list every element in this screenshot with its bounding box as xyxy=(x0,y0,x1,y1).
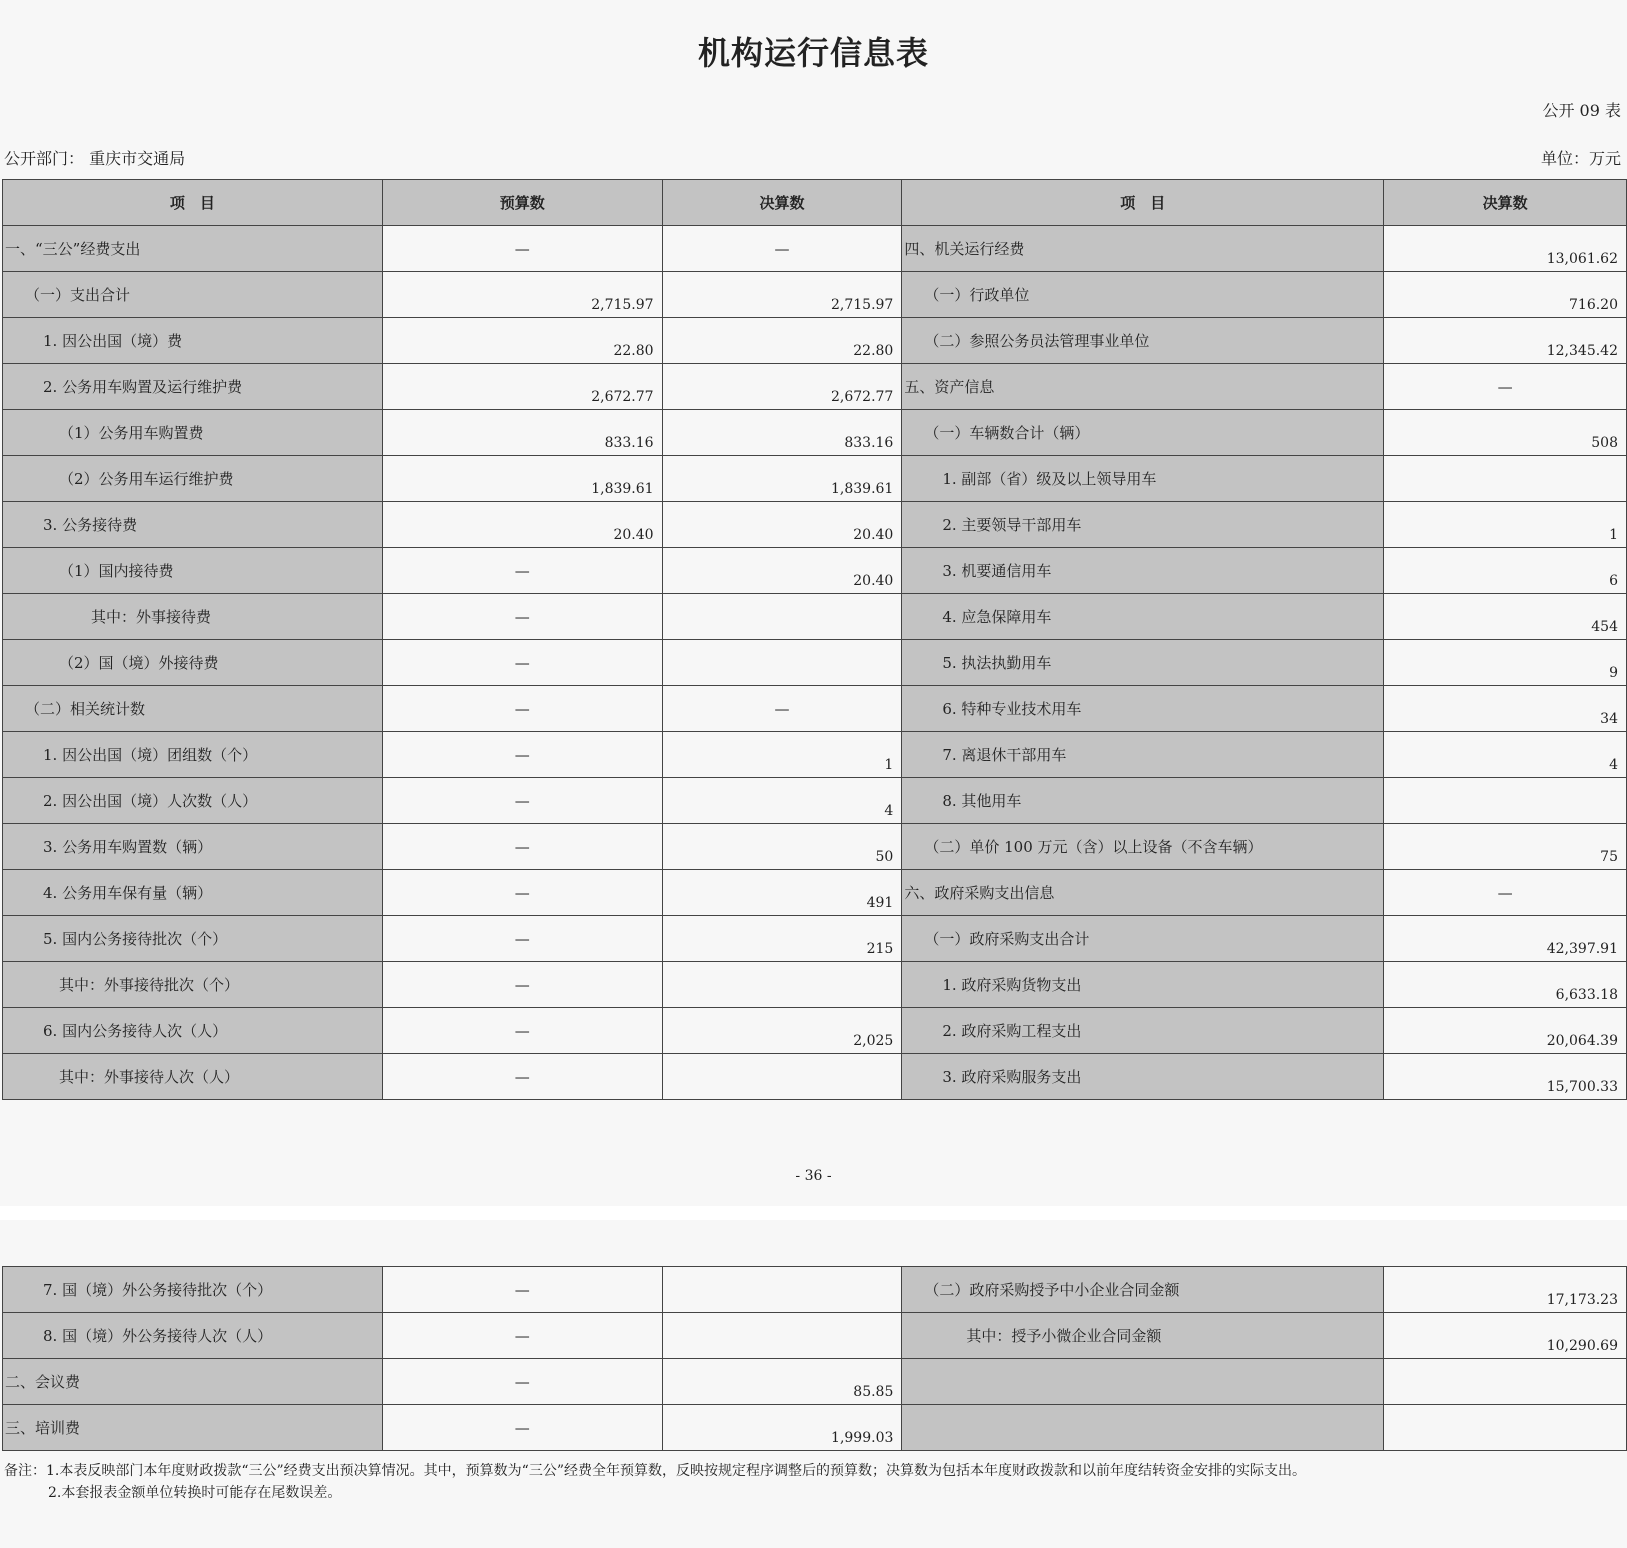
cell-final-value: 2,025 xyxy=(853,1033,894,1049)
cell-budget-value: 1,839.61 xyxy=(591,481,654,497)
item-label: 3. 公务用车购置数（辆） xyxy=(43,837,213,856)
cell-final-right xyxy=(1384,1405,1627,1451)
cell-final xyxy=(662,732,902,778)
table-row xyxy=(3,502,1627,548)
table-header xyxy=(3,180,1627,226)
table-row xyxy=(3,824,1627,870)
info-table xyxy=(2,179,1627,1100)
cell-item-right xyxy=(902,824,1384,870)
table-row xyxy=(3,1313,1627,1359)
cell-budget xyxy=(382,1313,662,1359)
cell-item-right xyxy=(902,732,1384,778)
cell-final-value: 833.16 xyxy=(844,435,894,451)
cell-item-right xyxy=(902,272,1384,318)
cell-final xyxy=(662,916,902,962)
table-row xyxy=(3,870,1627,916)
cell-item xyxy=(3,824,383,870)
cell-item xyxy=(3,870,383,916)
table-row xyxy=(3,318,1627,364)
cell-budget xyxy=(382,594,662,640)
cell-budget xyxy=(382,410,662,456)
cell-final-right-value: 716.20 xyxy=(1569,297,1618,313)
cell-final xyxy=(662,456,902,502)
cell-final-right xyxy=(1384,226,1627,272)
cell-item-right xyxy=(902,1405,1384,1451)
table-row xyxy=(3,1267,1627,1313)
cell-final-right-value: — xyxy=(1497,377,1513,396)
cell-final xyxy=(662,502,902,548)
cell-final xyxy=(662,1267,902,1313)
table-row xyxy=(3,732,1627,778)
cell-budget-value: 2,672.77 xyxy=(591,389,654,405)
cell-item-right xyxy=(902,1313,1384,1359)
table-row xyxy=(3,594,1627,640)
cell-budget-value: 22.80 xyxy=(613,343,654,359)
cell-final-value: — xyxy=(774,699,790,718)
item-right-label: 5. 执法执勤用车 xyxy=(942,653,1052,672)
cell-budget xyxy=(382,364,662,410)
header-final: 决算数 xyxy=(662,180,902,226)
item-right-label: （一）行政单位 xyxy=(924,285,1030,304)
cell-item xyxy=(3,962,383,1008)
cell-budget-value: — xyxy=(514,239,530,258)
cell-budget-value: 20.40 xyxy=(613,527,654,543)
note-line-1: 备注：1.本表反映部门本年度财政拨款“三公”经费支出预决算情况。其中，预算数为“三公”经费全年预算数，反映按规定程序调整后的预算数；决算数为包括本年度财政拨款和以前年度结转资金安排的实际支出。 xyxy=(4,1463,1306,1479)
item-right-label: 6. 特种专业技术用车 xyxy=(942,699,1082,718)
cell-item-right xyxy=(902,226,1384,272)
cell-final-right xyxy=(1384,410,1627,456)
cell-budget-value: — xyxy=(514,929,530,948)
cell-budget xyxy=(382,1405,662,1451)
cell-budget-value: 833.16 xyxy=(604,435,654,451)
item-label: 1. 因公出国（境）团组数（个） xyxy=(43,745,258,764)
cell-budget xyxy=(382,502,662,548)
item-right-label: 六、政府采购支出信息 xyxy=(904,883,1055,902)
cell-budget xyxy=(382,1008,662,1054)
cell-budget xyxy=(382,548,662,594)
cell-final-right-value: 6,633.18 xyxy=(1555,987,1618,1003)
cell-item xyxy=(3,594,383,640)
cell-budget-value: — xyxy=(514,1326,530,1345)
cell-final-value xyxy=(663,681,902,685)
cell-budget xyxy=(382,1267,662,1313)
table-row xyxy=(3,962,1627,1008)
cell-item-right xyxy=(902,916,1384,962)
cell-final-right-value: 454 xyxy=(1591,619,1618,635)
cell-final-value: 1,999.03 xyxy=(831,1430,894,1446)
item-label: 8. 国（境）外公务接待人次（人） xyxy=(43,1326,273,1345)
cell-final-right xyxy=(1384,778,1627,824)
cell-final xyxy=(662,318,902,364)
cell-final xyxy=(662,962,902,1008)
cell-final xyxy=(662,640,902,686)
item-right-label: 2. 政府采购工程支出 xyxy=(942,1021,1082,1040)
page-break xyxy=(0,1206,1627,1220)
cell-item-right xyxy=(902,1054,1384,1100)
cell-item-right xyxy=(902,548,1384,594)
cell-final-value xyxy=(663,1003,902,1007)
cell-budget-value: — xyxy=(514,745,530,764)
item-label: （2）国（境）外接待费 xyxy=(59,653,219,672)
cell-budget-value: — xyxy=(514,1372,530,1391)
item-right-label: 2. 主要领导干部用车 xyxy=(942,515,1082,534)
cell-budget-value: — xyxy=(514,883,530,902)
cell-budget xyxy=(382,732,662,778)
cell-final-right xyxy=(1384,1008,1627,1054)
cell-budget xyxy=(382,870,662,916)
cell-final xyxy=(662,272,902,318)
item-label: （2）公务用车运行维护费 xyxy=(59,469,234,488)
item-label: 7. 国（境）外公务接待批次（个） xyxy=(43,1280,273,1299)
cell-final-value: 2,672.77 xyxy=(831,389,894,405)
cell-final-value: 2,715.97 xyxy=(831,297,894,313)
cell-final xyxy=(662,686,902,732)
cell-final-right xyxy=(1384,824,1627,870)
cell-item xyxy=(3,732,383,778)
cell-budget xyxy=(382,1054,662,1100)
cell-final xyxy=(662,364,902,410)
cell-budget-value: — xyxy=(514,975,530,994)
cell-final xyxy=(662,594,902,640)
header-item: 项 目 xyxy=(3,180,383,226)
cell-final xyxy=(662,824,902,870)
cell-budget xyxy=(382,318,662,364)
cell-final-right-value: 9 xyxy=(1609,665,1618,681)
cell-item xyxy=(3,1313,383,1359)
cell-item-right xyxy=(902,870,1384,916)
cell-final-value: — xyxy=(774,239,790,258)
cell-item-right xyxy=(902,410,1384,456)
cell-item xyxy=(3,226,383,272)
cell-final-value xyxy=(663,1354,902,1358)
item-label: 3. 公务接待费 xyxy=(43,515,138,534)
cell-final-right-value xyxy=(1384,497,1626,501)
cell-final-right xyxy=(1384,502,1627,548)
cell-item xyxy=(3,502,383,548)
cell-budget-value: — xyxy=(514,561,530,580)
cell-budget-value: — xyxy=(514,1067,530,1086)
item-right-label: （二）参照公务员法管理事业单位 xyxy=(924,331,1150,350)
page-title: 机构运行信息表 xyxy=(697,34,929,72)
cell-item-right xyxy=(902,1267,1384,1313)
table-row xyxy=(3,640,1627,686)
cell-final-right xyxy=(1384,916,1627,962)
cell-final-value: 20.40 xyxy=(853,573,894,589)
cell-budget xyxy=(382,226,662,272)
cell-budget-value: — xyxy=(514,607,530,626)
item-label: 其中：外事接待费 xyxy=(91,607,212,626)
cell-final-value: 215 xyxy=(866,941,894,957)
table-row xyxy=(3,226,1627,272)
cell-item-right xyxy=(902,640,1384,686)
cell-final-right-value: 10,290.69 xyxy=(1546,1338,1618,1354)
cell-item-right xyxy=(902,594,1384,640)
unit-label: 单位：万元 xyxy=(1540,149,1621,168)
item-label: 其中：外事接待批次（个） xyxy=(59,975,240,994)
cell-budget xyxy=(382,640,662,686)
cell-final-right xyxy=(1384,548,1627,594)
header-budget: 预算数 xyxy=(382,180,662,226)
cell-item-right xyxy=(902,686,1384,732)
cell-final-value xyxy=(663,635,902,639)
item-right-label: 3. 机要通信用车 xyxy=(942,561,1052,580)
cell-final-value: 50 xyxy=(875,849,894,865)
item-label: 6. 国内公务接待人次（人） xyxy=(43,1021,228,1040)
cell-final-value xyxy=(663,1095,902,1099)
cell-final-right-value xyxy=(1384,1446,1626,1450)
cell-final-right-value: 17,173.23 xyxy=(1546,1292,1618,1308)
cell-final xyxy=(662,410,902,456)
note-line-2: 2.本套报表金额单位转换时可能存在尾数误差。 xyxy=(48,1485,342,1501)
cell-final-value: 85.85 xyxy=(853,1384,894,1400)
item-right-label: （二）单价 100 万元（含）以上设备（不含车辆） xyxy=(924,837,1263,856)
cell-budget-value: — xyxy=(514,791,530,810)
cell-final-right-value xyxy=(1384,819,1626,823)
cell-final-right-value: — xyxy=(1497,883,1513,902)
cell-item-right xyxy=(902,778,1384,824)
cell-final-value: 22.80 xyxy=(853,343,894,359)
item-right-label: 1. 政府采购货物支出 xyxy=(942,975,1082,994)
department xyxy=(4,146,185,169)
cell-final xyxy=(662,778,902,824)
cell-final-right xyxy=(1384,1267,1627,1313)
table-row xyxy=(3,410,1627,456)
cell-budget xyxy=(382,824,662,870)
notes xyxy=(4,1460,1306,1504)
item-label: （一）支出合计 xyxy=(25,285,131,304)
item-right-label: 8. 其他用车 xyxy=(942,791,1022,810)
cell-final xyxy=(662,1359,902,1405)
item-label: 1. 因公出国（境）费 xyxy=(43,331,183,350)
item-right-label: 四、机关运行经费 xyxy=(904,239,1025,258)
table-row xyxy=(3,1008,1627,1054)
item-label: 二、会议费 xyxy=(5,1372,81,1391)
cell-item xyxy=(3,410,383,456)
cell-item-right xyxy=(902,1359,1384,1405)
cell-item xyxy=(3,318,383,364)
table-row xyxy=(3,364,1627,410)
cell-final-right xyxy=(1384,870,1627,916)
table-row xyxy=(3,686,1627,732)
cell-item-right xyxy=(902,1008,1384,1054)
cell-final-right xyxy=(1384,318,1627,364)
cell-final-right xyxy=(1384,456,1627,502)
item-label: （二）相关统计数 xyxy=(25,699,146,718)
cell-item xyxy=(3,456,383,502)
item-right-label: 五、资产信息 xyxy=(904,377,995,396)
cell-item xyxy=(3,640,383,686)
header-item-right: 项 目 xyxy=(902,180,1384,226)
table-row xyxy=(3,916,1627,962)
cell-final-right-value: 4 xyxy=(1609,757,1618,773)
cell-final-right-value: 75 xyxy=(1600,849,1618,865)
cell-budget-value: — xyxy=(514,699,530,718)
cell-item xyxy=(3,778,383,824)
cell-item xyxy=(3,1267,383,1313)
item-right-label: （一）车辆数合计（辆） xyxy=(924,423,1090,442)
cell-budget-value: — xyxy=(514,1021,530,1040)
cell-final-value xyxy=(663,1308,902,1312)
cell-final-right xyxy=(1384,640,1627,686)
item-label: 2. 因公出国（境）人次数（人） xyxy=(43,791,258,810)
cell-final-right-value: 12,345.42 xyxy=(1546,343,1618,359)
cell-item xyxy=(3,1054,383,1100)
cell-final-right-value: 6 xyxy=(1609,573,1618,589)
cell-budget xyxy=(382,916,662,962)
cell-budget xyxy=(382,778,662,824)
cell-item xyxy=(3,1405,383,1451)
item-right-label: 4. 应急保障用车 xyxy=(942,607,1052,626)
item-label: 三、培训费 xyxy=(5,1418,81,1437)
cell-budget xyxy=(382,686,662,732)
cell-final-right xyxy=(1384,962,1627,1008)
cell-item xyxy=(3,916,383,962)
cell-budget-value: — xyxy=(514,653,530,672)
cell-budget xyxy=(382,272,662,318)
item-right-label: 其中：授予小微企业合同金额 xyxy=(966,1326,1162,1345)
cell-item xyxy=(3,686,383,732)
cell-item-right xyxy=(902,456,1384,502)
cell-final xyxy=(662,1008,902,1054)
cell-budget xyxy=(382,1359,662,1405)
item-right-label: （二）政府采购授予中小企业合同金额 xyxy=(924,1280,1180,1299)
cell-budget xyxy=(382,962,662,1008)
cell-final xyxy=(662,870,902,916)
cell-item xyxy=(3,1359,383,1405)
cell-final-right xyxy=(1384,364,1627,410)
cell-final-right-value: 15,700.33 xyxy=(1546,1079,1618,1095)
cell-budget xyxy=(382,456,662,502)
cell-budget-value: — xyxy=(514,837,530,856)
cell-item xyxy=(3,272,383,318)
table-row xyxy=(3,272,1627,318)
cell-final-right-value: 34 xyxy=(1600,711,1618,727)
table-row xyxy=(3,548,1627,594)
cell-final-right xyxy=(1384,272,1627,318)
cell-final-right xyxy=(1384,1313,1627,1359)
cell-final-right xyxy=(1384,1054,1627,1100)
cell-item-right xyxy=(902,962,1384,1008)
item-label: 其中：外事接待人次（人） xyxy=(59,1067,240,1086)
table-row xyxy=(3,778,1627,824)
item-right-label: （一）政府采购支出合计 xyxy=(924,929,1090,948)
cell-final-right-value xyxy=(1384,1400,1626,1404)
table-row xyxy=(3,1405,1627,1451)
item-label: （1）国内接待费 xyxy=(59,561,174,580)
cell-final-value: 1,839.61 xyxy=(831,481,894,497)
page-number: - 36 - xyxy=(795,1168,832,1184)
item-right-label: 3. 政府采购服务支出 xyxy=(942,1067,1082,1086)
cell-final-right-value: 508 xyxy=(1591,435,1618,451)
cell-final-value: 1 xyxy=(884,757,894,773)
item-label: 2. 公务用车购置及运行维护费 xyxy=(43,377,243,396)
item-right-label: 1. 副部（省）级及以上领导用车 xyxy=(942,469,1157,488)
table-row xyxy=(3,456,1627,502)
item-label: （1）公务用车购置费 xyxy=(59,423,204,442)
cell-budget-value: — xyxy=(514,1280,530,1299)
cell-budget-value: — xyxy=(514,1418,530,1437)
cell-final xyxy=(662,226,902,272)
table-row xyxy=(3,1054,1627,1100)
cell-final-right-value: 1 xyxy=(1609,527,1618,543)
cell-final-right xyxy=(1384,732,1627,778)
item-label: 一、“三公”经费支出 xyxy=(5,239,141,258)
cell-final xyxy=(662,1313,902,1359)
cell-final xyxy=(662,1054,902,1100)
cell-final-right xyxy=(1384,594,1627,640)
cell-item-right xyxy=(902,318,1384,364)
cell-final xyxy=(662,1405,902,1451)
cell-item xyxy=(3,548,383,594)
cell-final-value: 4 xyxy=(884,803,894,819)
cell-item-right xyxy=(902,364,1384,410)
table-id: 公开 09 表 xyxy=(1542,101,1621,120)
item-right-label: 7. 离退休干部用车 xyxy=(942,745,1067,764)
cell-item xyxy=(3,364,383,410)
cell-final xyxy=(662,548,902,594)
header-final-right: 决算数 xyxy=(1384,180,1627,226)
dept-name: 重庆市交通局 xyxy=(89,149,186,168)
cell-final-right-value: 20,064.39 xyxy=(1546,1033,1618,1049)
cell-final-right xyxy=(1384,686,1627,732)
cell-budget-value: 2,715.97 xyxy=(591,297,654,313)
cell-item xyxy=(3,1008,383,1054)
info-table-continued xyxy=(2,1266,1627,1451)
cell-item-right xyxy=(902,502,1384,548)
cell-final-right-value: 13,061.62 xyxy=(1546,251,1618,267)
cell-final-value: 491 xyxy=(866,895,894,911)
table-row xyxy=(3,1359,1627,1405)
item-label: 5. 国内公务接待批次（个） xyxy=(43,929,228,948)
cell-final-value: 20.40 xyxy=(853,527,894,543)
item-label: 4. 公务用车保有量（辆） xyxy=(43,883,213,902)
dept-label: 公开部门： xyxy=(4,149,85,168)
cell-final-right-value: 42,397.91 xyxy=(1546,941,1618,957)
cell-final-right xyxy=(1384,1359,1627,1405)
